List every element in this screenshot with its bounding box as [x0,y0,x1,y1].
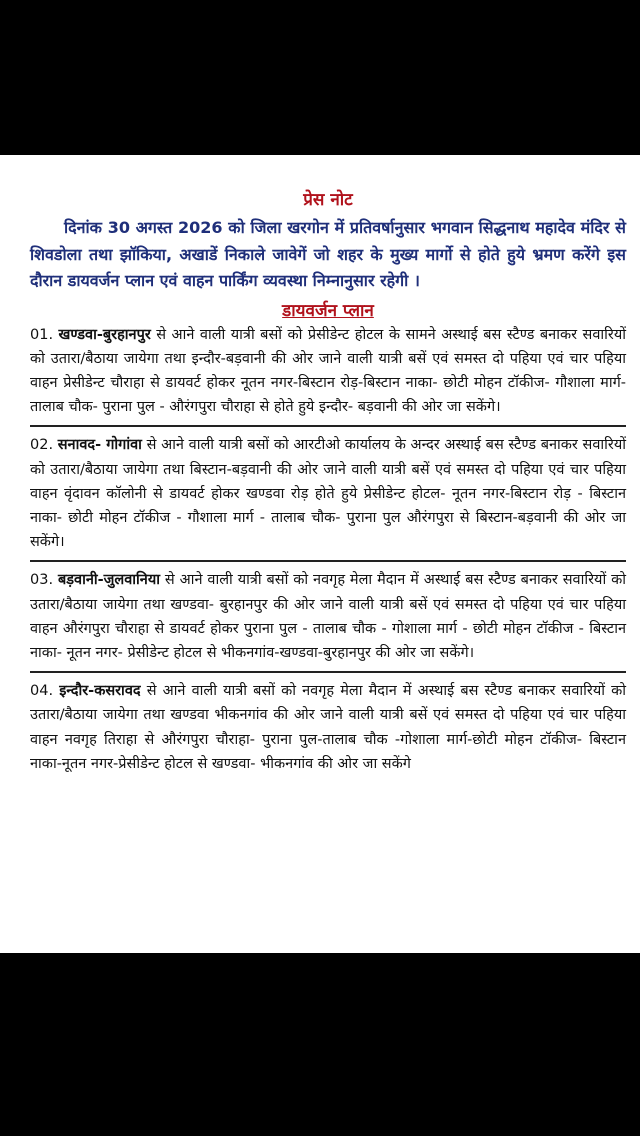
divider [30,425,626,427]
diversion-plan-heading: डायवर्जन प्लान [282,300,374,321]
route-heading: सनावद- गोगांवा [57,437,142,454]
route-item-01 [30,323,626,420]
route-heading: बड़वानी-जुलवानिया [57,572,161,589]
divider [30,560,626,562]
route-item-03 [30,568,626,665]
route-text: से आने वाली यात्री बसों को नवगृह मेला मैदान में अस्थाई बस स्टैण्ड बनाकर सवारियों को उतारा/बैठाया जायेगा तथा खण्डवा- बुरहानपुर की ओर जाने वाली यात्री बसें एवं समस्त दो पहिया एवं चार पहिया वाहन औरंगपुरा चौराहा से डायवर्ट होकर पुराना पुल - तालाब चौक - गोशाला मार्ग - छोटी मोहन टॉकीज - बिस्टान नाका- नूतन नगर- प्रेसीडेन्ट होटल से भीकनगांव-खण्डवा-बुरहानपुर की ओर जा सकेंगे। [30,572,626,661]
route-number: 03. [30,572,54,589]
route-item-04 [30,679,626,776]
route-heading: खण्डवा-बुरहानपुर [58,326,151,343]
route-number: 04. [30,683,54,700]
route-text: से आने वाली यात्री बसों को आरटीओ कार्यालय के अन्दर अस्थाई बस स्टैण्ड बनाकर सवारियों को उतारा/बैठाया जायेगा तथा बिस्टान-बड़वानी की ओर जाने वाली यात्री बसें एवं समस्त दो पहिया एवं चार पहिया वाहन वृंदावन कॉलोनी से डायवर्ट होकर खण्डवा रोड़ होते हुये प्रेसीडेन्ट होटल- नूतन नगर-बिस्टान रोड़ - बिस्टान नाका- छोटी मोहन टॉकीज - गौशाला मार्ग - तालाब चौक- पुराना पुल औरंगपुरा से बिस्टान-बड़वानी की ओर जा सकेंगे। [30,437,627,551]
route-text: से आने वाली यात्री बसों को प्रेसीडेन्ट होटल के सामने अस्थाई बस स्टैण्ड बनाकर सवारियों को उतारा/बैठाया जायेगा तथा इन्दौर-बड़वानी की ओर जाने वाली यात्री बसें एवं समस्त दो पहिया एवं चार पहिया वाहन प्रेसीडेन्ट चौराहा से डायवर्ट होकर नूतन नगर-बिस्टान रोड़-बिस्टान नाका- छोटी मोहन टॉकीज- गौशाला मार्ग- तालाब चौक- पुराना पुल - औरंगपुरा चौराहा से होते हुये इन्दौर- बड़वानी की ओर जा सकेंगे। [30,326,626,416]
route-text: से आने वाली यात्री बसों को नवगृह मेला मैदान में अस्थाई बस स्टैण्ड बनाकर सवारियों को उतारा/बैठाया जायेगा तथा खण्डवा भीकनगांव की ओर जाने वाली यात्री बसें एवं समस्त दो पहिया एवं चार पहिया वाहन नवगृह तिराहा से औरंगपुरा चौराहा- पुराना पुल-तालाब चौक -गोशाला मार्ग-छोटी मोहन टॉकीज- बिस्टान नाका-नूतन नगर-प्रेसीडेन्ट होटल से खण्डवा- भीकनगांव की ओर जा सकेंगे [30,683,626,772]
press-note-document [0,155,640,953]
press-note-title: प्रेस नोट [303,190,353,210]
divider [30,671,626,673]
route-number: 01. [30,326,54,343]
intro-paragraph: दिनांक 30 अगस्त 2026 को जिला खरगोन में प्रतिवर्षानुसार भगवान सिद्धनाथ महादेव मंदिर से शिवडोला तथा झॉकिया, अखाडें निकाले जावेगें जो शहर के मुख्य मार्गो से होते हुये भ्रमण करेंगे इस दौरान डायवर्जन प्लान एवं वाहन पार्किंग व्यवस्था निम्नानुसार रहेगी । [30,218,626,290]
document-body [0,155,640,776]
route-heading: इन्दौर-कसरावद [59,683,141,700]
route-number: 02. [30,437,54,454]
route-item-02 [30,433,626,554]
